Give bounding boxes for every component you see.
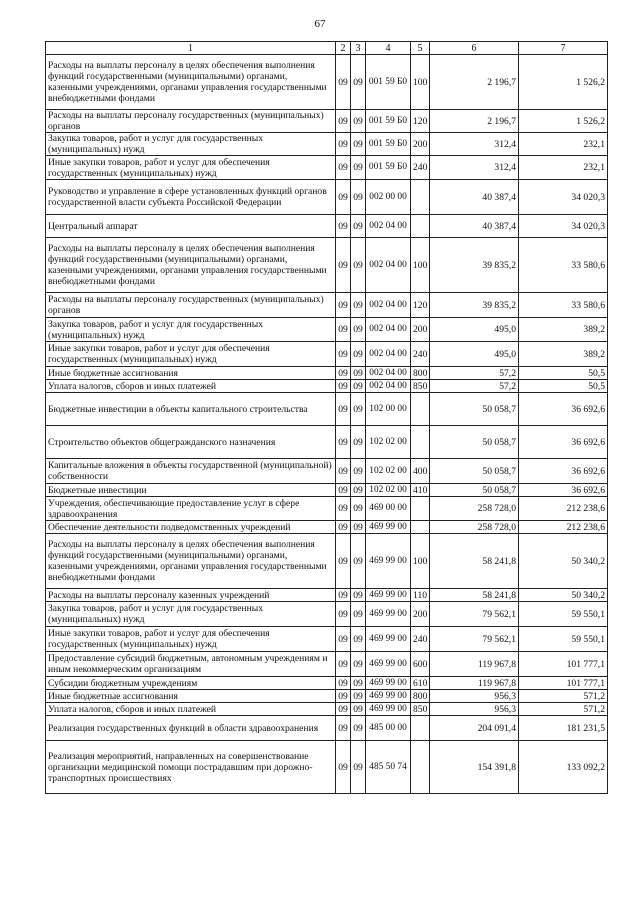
- row-amount-2: 212 238,6: [519, 521, 608, 534]
- row-expense-type: [411, 215, 430, 238]
- row-subsection: 09: [351, 521, 366, 534]
- row-amount-1: 204 091,4: [430, 716, 519, 741]
- row-target-article: 469 99 00: [366, 534, 411, 589]
- row-target-article: 102 02 00: [366, 484, 411, 497]
- table-row: [46, 589, 608, 602]
- row-subsection: 09: [351, 703, 366, 716]
- row-section: 09: [336, 156, 351, 180]
- row-target-article: 469 99 00: [366, 703, 411, 716]
- row-subsection: 09: [351, 367, 366, 380]
- table-row: [46, 215, 608, 238]
- table-row: [46, 652, 608, 677]
- row-target-article: 469 99 00: [366, 521, 411, 534]
- row-target-article: 002 00 00: [366, 180, 411, 215]
- row-name: Иные закупки товаров, работ и услуг для обеспечения государственных (муниципальных) нужд: [46, 342, 336, 367]
- row-target-article: 485 50 74: [366, 741, 411, 794]
- row-expense-type: 100: [411, 238, 430, 293]
- row-amount-2: 389,2: [519, 342, 608, 367]
- row-subsection: 09: [351, 180, 366, 215]
- row-amount-2: 133 092,2: [519, 741, 608, 794]
- row-name: Расходы на выплаты персоналу в целях обеспечения выполнения функций государственными (муниципальными) органами, казенными учреждениями, органами управления государственными внебюджетными фондами: [46, 55, 336, 110]
- row-target-article: 102 00 00: [366, 393, 411, 426]
- row-amount-1: 58 241,8: [430, 589, 519, 602]
- row-amount-1: 154 391,8: [430, 741, 519, 794]
- row-target-article: 102 02 00: [366, 459, 411, 484]
- row-target-article: 001 59 Б0: [366, 156, 411, 180]
- row-amount-1: 79 562,1: [430, 627, 519, 652]
- row-name: Реализация государственных функций в области здравоохранения: [46, 716, 336, 741]
- row-name: Учреждения, обеспечивающие предоставление услуг в сфере здравоохранения: [46, 497, 336, 521]
- row-subsection: 09: [351, 589, 366, 602]
- row-subsection: 09: [351, 133, 366, 156]
- row-subsection: 09: [351, 459, 366, 484]
- row-name: Предоставление субсидий бюджетным, автономным учреждениям и иным некоммерческим организациям: [46, 652, 336, 677]
- row-amount-2: 36 692,6: [519, 484, 608, 497]
- table-row: [46, 716, 608, 741]
- row-target-article: 469 00 00: [366, 497, 411, 521]
- table-row: [46, 602, 608, 627]
- row-expense-type: [411, 521, 430, 534]
- row-name: Иные бюджетные ассигнования: [46, 690, 336, 703]
- row-target-article: 002 04 00: [366, 342, 411, 367]
- row-amount-2: 36 692,6: [519, 426, 608, 459]
- row-expense-type: 100: [411, 534, 430, 589]
- row-subsection: 09: [351, 393, 366, 426]
- row-expense-type: 400: [411, 459, 430, 484]
- table-row: [46, 342, 608, 367]
- table-row: [46, 393, 608, 426]
- row-amount-2: 50 340,2: [519, 589, 608, 602]
- row-subsection: 09: [351, 110, 366, 133]
- row-subsection: 09: [351, 380, 366, 393]
- row-name: Иные закупки товаров, работ и услуг для обеспечения государственных (муниципальных) нужд: [46, 156, 336, 180]
- row-amount-1: 57,2: [430, 380, 519, 393]
- table-row: [46, 426, 608, 459]
- row-subsection: 09: [351, 602, 366, 627]
- row-section: 09: [336, 342, 351, 367]
- header-cell: 5: [411, 42, 430, 55]
- table-row: [46, 380, 608, 393]
- row-subsection: 09: [351, 293, 366, 318]
- row-name: Обеспечение деятельности подведомственных учреждений: [46, 521, 336, 534]
- row-expense-type: 800: [411, 690, 430, 703]
- table-row: [46, 703, 608, 716]
- row-amount-1: 956,3: [430, 690, 519, 703]
- table-row: [46, 497, 608, 521]
- row-expense-type: 240: [411, 627, 430, 652]
- row-section: 09: [336, 589, 351, 602]
- row-subsection: 09: [351, 534, 366, 589]
- row-target-article: 001 59 Б0: [366, 55, 411, 110]
- row-section: 09: [336, 459, 351, 484]
- row-expense-type: 410: [411, 484, 430, 497]
- row-expense-type: [411, 741, 430, 794]
- row-amount-1: 119 967,8: [430, 677, 519, 690]
- row-subsection: 09: [351, 215, 366, 238]
- row-amount-2: 232,1: [519, 133, 608, 156]
- row-expense-type: 600: [411, 652, 430, 677]
- row-name: Руководство и управление в сфере установленных функций органов государственной власти субъекта Российской Федерации: [46, 180, 336, 215]
- row-target-article: 002 04 00: [366, 238, 411, 293]
- row-target-article: 002 04 00: [366, 318, 411, 342]
- row-amount-2: 389,2: [519, 318, 608, 342]
- row-name: Расходы на выплаты персоналу казенных учреждений: [46, 589, 336, 602]
- row-amount-2: 36 692,6: [519, 459, 608, 484]
- row-target-article: 002 04 00: [366, 293, 411, 318]
- row-section: 09: [336, 627, 351, 652]
- row-expense-type: 120: [411, 293, 430, 318]
- row-section: 09: [336, 497, 351, 521]
- row-section: 09: [336, 652, 351, 677]
- row-amount-2: 101 777,1: [519, 652, 608, 677]
- table-row: [46, 110, 608, 133]
- row-amount-1: 495,0: [430, 342, 519, 367]
- table-row: [46, 627, 608, 652]
- row-amount-1: 50 058,7: [430, 393, 519, 426]
- row-expense-type: 120: [411, 110, 430, 133]
- row-name: Реализация мероприятий, направленных на совершенствование организации медицинской помощи пострадавшим при дорожно-транспортных происшествиях: [46, 741, 336, 794]
- row-subsection: 09: [351, 426, 366, 459]
- table-body: [46, 55, 608, 794]
- row-section: 09: [336, 677, 351, 690]
- row-target-article: 469 99 00: [366, 652, 411, 677]
- row-amount-2: 50 340,2: [519, 534, 608, 589]
- row-subsection: 09: [351, 156, 366, 180]
- row-section: 09: [336, 521, 351, 534]
- row-amount-1: 258 728,0: [430, 521, 519, 534]
- row-expense-type: 800: [411, 367, 430, 380]
- header-row: [46, 42, 608, 55]
- row-amount-2: 571,2: [519, 690, 608, 703]
- row-subsection: 09: [351, 716, 366, 741]
- row-amount-2: 232,1: [519, 156, 608, 180]
- row-target-article: 001 59 Б0: [366, 133, 411, 156]
- row-amount-1: 40 387,4: [430, 215, 519, 238]
- row-subsection: 09: [351, 484, 366, 497]
- header-cell: 7: [519, 42, 608, 55]
- row-expense-type: 240: [411, 342, 430, 367]
- row-subsection: 09: [351, 497, 366, 521]
- row-amount-1: 58 241,8: [430, 534, 519, 589]
- row-target-article: 002 04 00: [366, 367, 411, 380]
- table-row: [46, 156, 608, 180]
- row-amount-2: 34 020,3: [519, 180, 608, 215]
- row-amount-1: 50 058,7: [430, 459, 519, 484]
- row-amount-2: 212 238,6: [519, 497, 608, 521]
- row-amount-1: 50 058,7: [430, 484, 519, 497]
- row-section: 09: [336, 55, 351, 110]
- row-subsection: 09: [351, 677, 366, 690]
- row-amount-1: 119 967,8: [430, 652, 519, 677]
- page-number: 67: [314, 18, 326, 30]
- row-name: Расходы на выплаты персоналу в целях обеспечения выполнения функций государственными (муниципальными) органами, казенными учреждениями, органами управления государственными внебюджетными фондами: [46, 534, 336, 589]
- table-row: [46, 534, 608, 589]
- row-amount-1: 956,3: [430, 703, 519, 716]
- table-row: [46, 484, 608, 497]
- row-amount-2: 33 580,6: [519, 238, 608, 293]
- row-subsection: 09: [351, 627, 366, 652]
- row-amount-1: 2 196,7: [430, 110, 519, 133]
- row-name: Уплата налогов, сборов и иных платежей: [46, 703, 336, 716]
- row-target-article: 469 99 00: [366, 690, 411, 703]
- row-amount-2: 59 550,1: [519, 602, 608, 627]
- row-subsection: 09: [351, 741, 366, 794]
- row-amount-1: 258 728,0: [430, 497, 519, 521]
- row-expense-type: [411, 497, 430, 521]
- table-row: [46, 133, 608, 156]
- table-row: [46, 459, 608, 484]
- row-target-article: 102 02 00: [366, 426, 411, 459]
- row-name: Иные бюджетные ассигнования: [46, 367, 336, 380]
- row-expense-type: 100: [411, 55, 430, 110]
- row-amount-2: 1 526,2: [519, 55, 608, 110]
- header-cell: 4: [366, 42, 411, 55]
- table-row: [46, 293, 608, 318]
- row-section: 09: [336, 110, 351, 133]
- row-section: 09: [336, 367, 351, 380]
- row-amount-2: 50,5: [519, 367, 608, 380]
- row-subsection: 09: [351, 238, 366, 293]
- row-target-article: 469 99 00: [366, 602, 411, 627]
- row-subsection: 09: [351, 652, 366, 677]
- row-expense-type: [411, 393, 430, 426]
- row-expense-type: 110: [411, 589, 430, 602]
- row-expense-type: 240: [411, 156, 430, 180]
- row-amount-2: 571,2: [519, 703, 608, 716]
- table-row: [46, 55, 608, 110]
- row-amount-2: 181 231,5: [519, 716, 608, 741]
- row-section: 09: [336, 380, 351, 393]
- row-section: 09: [336, 133, 351, 156]
- row-amount-1: 57,2: [430, 367, 519, 380]
- row-subsection: 09: [351, 318, 366, 342]
- row-section: 09: [336, 703, 351, 716]
- row-section: 09: [336, 238, 351, 293]
- row-target-article: 002 04 00: [366, 215, 411, 238]
- row-expense-type: [411, 180, 430, 215]
- table-row: [46, 677, 608, 690]
- row-amount-1: 312,4: [430, 133, 519, 156]
- row-name: Уплата налогов, сборов и иных платежей: [46, 380, 336, 393]
- row-section: 09: [336, 716, 351, 741]
- row-expense-type: 610: [411, 677, 430, 690]
- row-section: 09: [336, 215, 351, 238]
- row-name: Закупка товаров, работ и услуг для государственных (муниципальных) нужд: [46, 602, 336, 627]
- row-section: 09: [336, 293, 351, 318]
- table-row: [46, 238, 608, 293]
- row-amount-2: 33 580,6: [519, 293, 608, 318]
- row-name: Иные закупки товаров, работ и услуг для обеспечения государственных (муниципальных) нужд: [46, 627, 336, 652]
- row-subsection: 09: [351, 55, 366, 110]
- header-cell: 3: [351, 42, 366, 55]
- row-expense-type: 200: [411, 318, 430, 342]
- budget-table: [45, 41, 608, 794]
- row-section: 09: [336, 318, 351, 342]
- row-amount-1: 39 835,2: [430, 238, 519, 293]
- row-section: 09: [336, 180, 351, 215]
- row-name: Центральный аппарат: [46, 215, 336, 238]
- row-section: 09: [336, 690, 351, 703]
- row-expense-type: [411, 426, 430, 459]
- row-amount-1: 495,0: [430, 318, 519, 342]
- row-name: Строительство объектов общегражданского назначения: [46, 426, 336, 459]
- row-expense-type: 850: [411, 703, 430, 716]
- header-cell: 2: [336, 42, 351, 55]
- row-name: Закупка товаров, работ и услуг для государственных (муниципальных) нужд: [46, 133, 336, 156]
- table-row: [46, 318, 608, 342]
- row-section: 09: [336, 741, 351, 794]
- row-section: 09: [336, 426, 351, 459]
- row-name: Субсидии бюджетным учреждениям: [46, 677, 336, 690]
- row-amount-1: 40 387,4: [430, 180, 519, 215]
- row-expense-type: 200: [411, 133, 430, 156]
- row-amount-2: 36 692,6: [519, 393, 608, 426]
- row-section: 09: [336, 534, 351, 589]
- row-amount-1: 312,4: [430, 156, 519, 180]
- row-amount-2: 59 550,1: [519, 627, 608, 652]
- row-section: 09: [336, 393, 351, 426]
- row-name: Расходы на выплаты персоналу государственных (муниципальных) органов: [46, 110, 336, 133]
- row-amount-2: 101 777,1: [519, 677, 608, 690]
- table-row: [46, 367, 608, 380]
- row-name: Расходы на выплаты персоналу государственных (муниципальных) органов: [46, 293, 336, 318]
- row-target-article: 469 99 00: [366, 677, 411, 690]
- row-target-article: 469 99 00: [366, 627, 411, 652]
- table-row: [46, 690, 608, 703]
- row-name: Бюджетные инвестиции: [46, 484, 336, 497]
- row-amount-2: 1 526,2: [519, 110, 608, 133]
- header-cell: 6: [430, 42, 519, 55]
- row-amount-2: 34 020,3: [519, 215, 608, 238]
- row-name: Бюджетные инвестиции в объекты капитального строительства: [46, 393, 336, 426]
- row-section: 09: [336, 602, 351, 627]
- row-target-article: 001 59 Б0: [366, 110, 411, 133]
- row-target-article: 485 00 00: [366, 716, 411, 741]
- row-amount-1: 50 058,7: [430, 426, 519, 459]
- row-name: Расходы на выплаты персоналу в целях обеспечения выполнения функций государственными (муниципальными) органами, казенными учреждениями, органами управления государственными внебюджетными фондами: [46, 238, 336, 293]
- row-target-article: 469 99 00: [366, 589, 411, 602]
- row-amount-1: 2 196,7: [430, 55, 519, 110]
- row-expense-type: 850: [411, 380, 430, 393]
- row-name: Закупка товаров, работ и услуг для государственных (муниципальных) нужд: [46, 318, 336, 342]
- header-cell: 1: [46, 42, 336, 55]
- table-row: [46, 521, 608, 534]
- row-subsection: 09: [351, 342, 366, 367]
- row-target-article: 002 04 00: [366, 380, 411, 393]
- row-name: Капитальные вложения в объекты государственной (муниципальной) собственности: [46, 459, 336, 484]
- row-subsection: 09: [351, 690, 366, 703]
- table-row: [46, 180, 608, 215]
- table-row: [46, 741, 608, 794]
- row-amount-2: 50,5: [519, 380, 608, 393]
- row-expense-type: [411, 716, 430, 741]
- row-section: 09: [336, 484, 351, 497]
- row-amount-1: 79 562,1: [430, 602, 519, 627]
- row-amount-1: 39 835,2: [430, 293, 519, 318]
- row-expense-type: 200: [411, 602, 430, 627]
